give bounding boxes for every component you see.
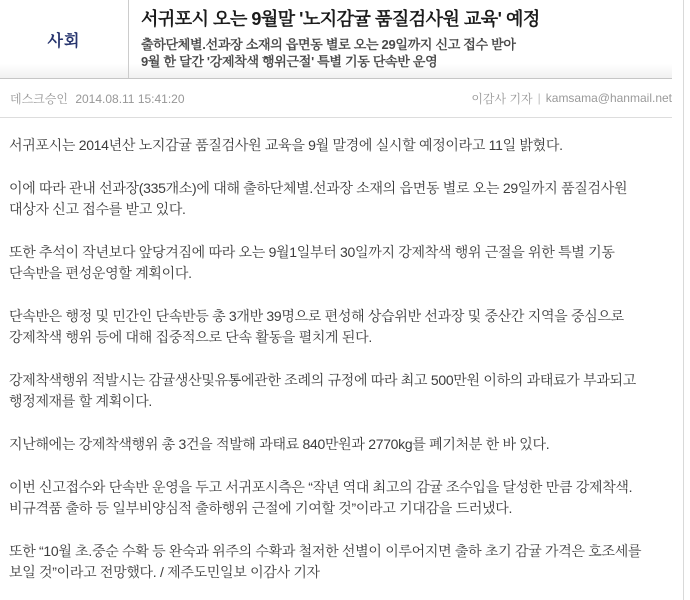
- article-paragraph: 또한 “10월 초.중순 수확 등 완숙과 위주의 수확과 철저한 선별이 이루어지면 출하 초기 감귤 가격은 호조세를 보일 것”이라고 전망했다. / 제주도민일보 이감사 기자: [9, 543, 642, 580]
- article-paragraph: 이에 따라 관내 선과장(335개소)에 대해 출하단체별.선과장 소재의 읍면동 별로 오는 29일까지 품질검사원 대상자 신고 접수를 받고 있다.: [9, 180, 628, 217]
- subtitle-line-2: 9월 한 달간 '강제착색 행위근절' 특별 기동 단속반 운영: [141, 54, 438, 69]
- headline-block: [129, 0, 672, 78]
- desk-approval: [10, 90, 189, 107]
- article-paragraph: 서귀포시는 2014년산 노지감귤 품질검사원 교육을 9월 말경에 실시할 예정이라고 11일 밝혔다.: [9, 137, 563, 153]
- article-header: [0, 0, 672, 79]
- article-body: [0, 118, 683, 583]
- article-subtitle: [141, 36, 666, 70]
- approval-datetime: 2014.08.11 15:41:20: [75, 91, 185, 106]
- category-label[interactable]: 사회: [0, 0, 129, 78]
- reporter-email-link[interactable]: kamsama@hanmail.net: [545, 91, 672, 105]
- byline-separator: |: [537, 91, 541, 105]
- article-paragraph: 또한 추석이 작년보다 앞당겨짐에 따라 오는 9월1일부터 30일까지 강제착색 행위 근절을 위한 특별 기동 단속반을 편성운영할 계획이다.: [9, 244, 615, 281]
- subtitle-line-1: 출하단체별.선과장 소재의 읍면동 별로 오는 29일까지 신고 접수 받아: [141, 37, 516, 52]
- reporter-name: 이감사 기자: [471, 91, 533, 106]
- article-meta-bar: [0, 79, 672, 118]
- article-paragraph: 강제착색행위 적발시는 감귤생산및유통에관한 조례의 규정에 따라 최고 500만원 이하의 과태료가 부과되고 행정제재를 할 계획이다.: [9, 372, 636, 409]
- byline: [471, 90, 672, 107]
- article-paragraph: 이번 신고접수와 단속반 운영을 두고 서귀포시측은 “작년 역대 최고의 감귤 조수입을 달성한 만큼 강제착색.비규격품 출하 등 일부비양심적 출하행위 근절에 기여할 것”이라고 기대감을 드러냈다.: [9, 479, 633, 516]
- approval-label: 데스크승인: [10, 91, 68, 106]
- article-paragraph: 단속반은 행정 및 민간인 단속반등 총 3개반 39명으로 편성해 상습위반 선과장 및 중산간 지역을 중심으로 강제착색 행위 등에 대해 집중적으로 단속 활동을 펼치게 된다.: [9, 308, 624, 345]
- article-paragraph: 지난해에는 강제착색행위 총 3건을 적발해 과태료 840만원과 2770kg를 폐기처분 한 바 있다.: [9, 436, 550, 452]
- article-title: 서귀포시 오는 9월말 '노지감귤 품질검사원 교육' 예정: [141, 9, 540, 29]
